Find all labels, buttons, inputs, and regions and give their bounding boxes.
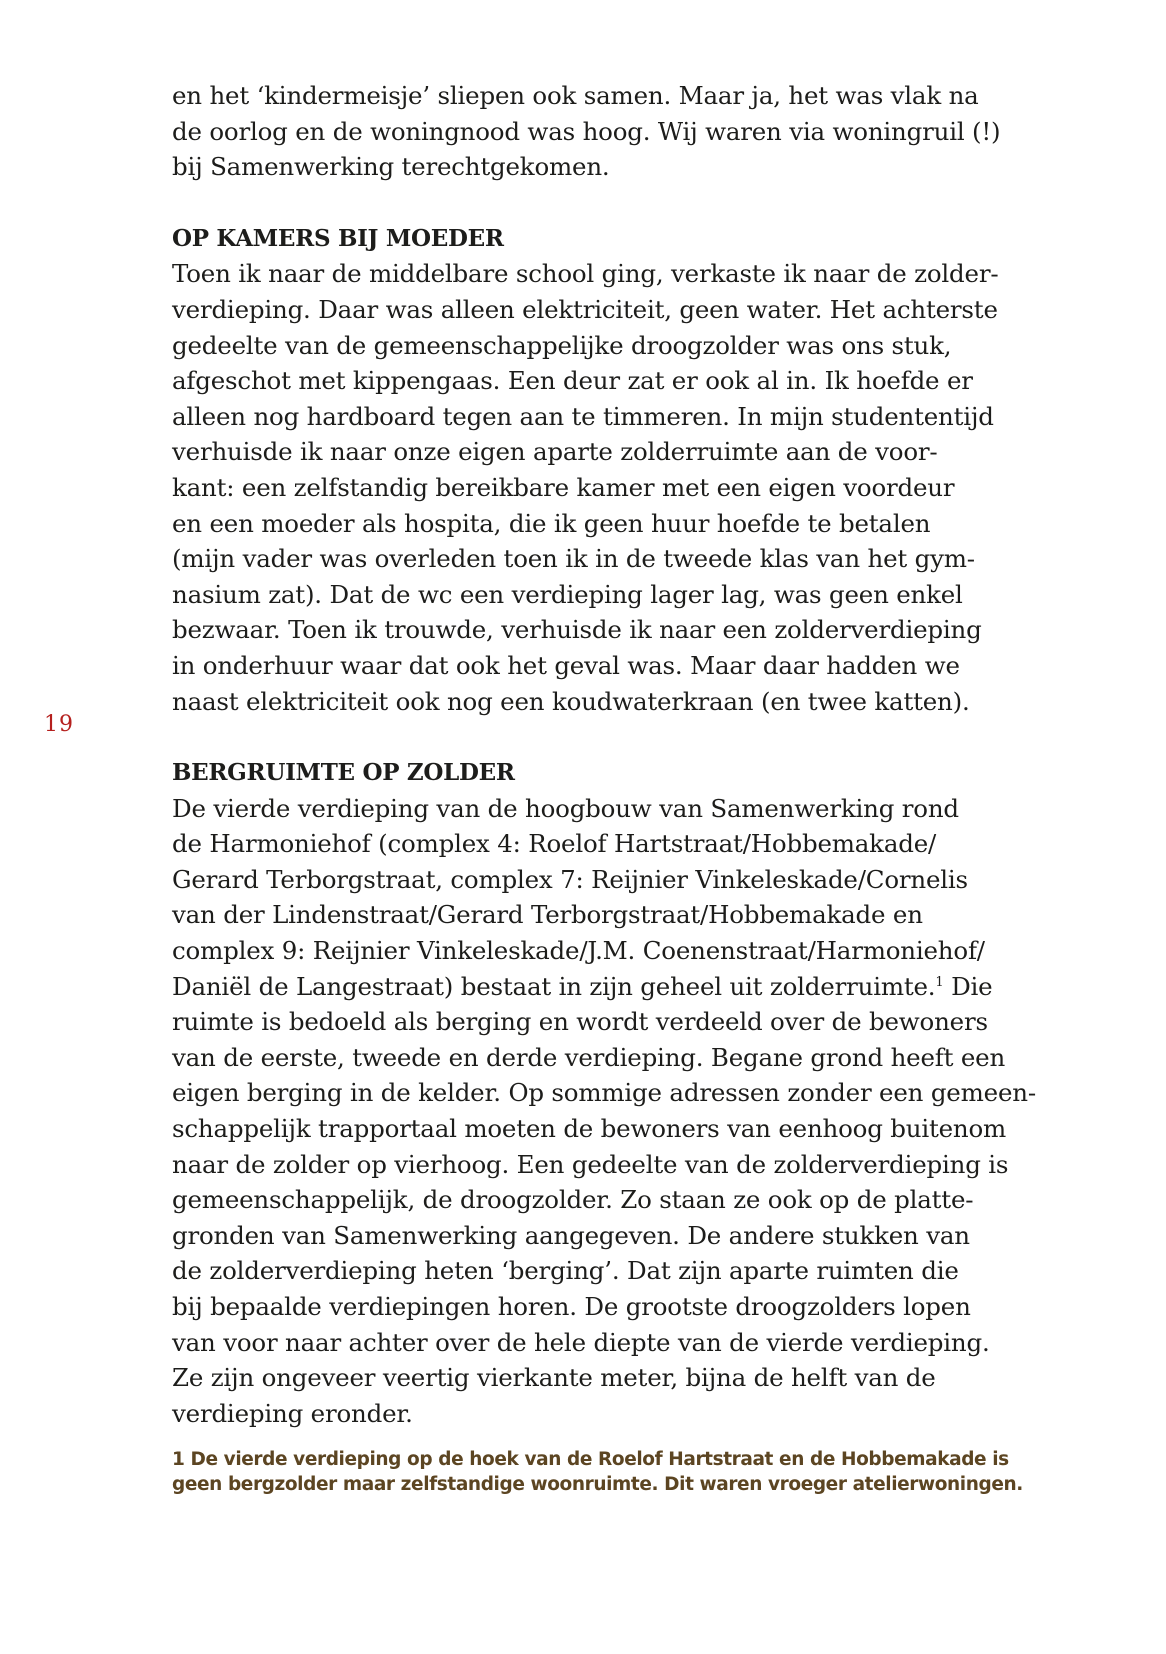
text-line: eigen berging in de kelder. Op sommige adressen zonder een gemeen- xyxy=(172,1078,1036,1108)
text-line: de Harmoniehof (complex 4: Roelof Hartstraat/Hobbemakade/ xyxy=(172,829,937,859)
text-line: gronden van Samenwerking aangegeven. De andere stukken van xyxy=(172,1220,970,1250)
page-number: 19 xyxy=(44,712,74,737)
text-line: naar de zolder op vierhoog. Een gedeelte van de zolderverdieping is xyxy=(172,1149,1009,1179)
text-line: verhuisde ik naar onze eigen aparte zolderruimte aan de voor- xyxy=(172,437,938,467)
text-segment: Daniël de Langestraat) bestaat in zijn geheel uit zolderruimte. xyxy=(172,971,936,1001)
text-line: verdieping. Daar was alleen elektriciteit, geen water. Het achterste xyxy=(172,294,998,324)
text-line: ruimte is bedoeld als berging en wordt verdeeld over de bewoners xyxy=(172,1007,988,1037)
section-heading: OP KAMERS BIJ MOEDER xyxy=(172,224,504,252)
text-line: alleen nog hardboard tegen aan te timmeren. In mijn studententijd xyxy=(172,401,994,431)
text-line: van voor naar achter over de hele diepte van de vierde verdieping. xyxy=(172,1327,990,1357)
text-line: gedeelte van de gemeenschappelijke droogzolder was ons stuk, xyxy=(172,330,952,360)
text-line: (mijn vader was overleden toen ik in de tweede klas van het gym- xyxy=(172,544,975,574)
text-line: De vierde verdieping van de hoogbouw van Samenwerking rond xyxy=(172,793,959,823)
text-line: bezwaar. Toen ik trouwde, verhuisde ik naar een zolderverdieping xyxy=(172,615,982,645)
paragraph-gap xyxy=(172,719,1002,755)
text-segment: Die xyxy=(943,971,993,1001)
text-line: kant: een zelfstandig bereikbare kamer met een eigen voordeur xyxy=(172,472,955,502)
text-line: nasium zat). Dat de wc een verdieping lager lag, was geen enkel xyxy=(172,579,963,609)
text-line: naast elektriciteit ook nog een koudwaterkraan (en twee katten). xyxy=(172,686,970,716)
text-line: van der Lindenstraat/Gerard Terborgstraat/Hobbemakade en xyxy=(172,900,923,930)
text-line: verdieping eronder. xyxy=(172,1398,413,1428)
footnote-line: geen bergzolder maar zelfstandige woonruimte. Dit waren vroeger atelierwoningen. xyxy=(172,1474,1023,1495)
text-line: complex 9: Reijnier Vinkeleskade/J.M. Coenenstraat/Harmoniehof/ xyxy=(172,936,985,966)
text-line: bij Samenwerking terechtgekomen. xyxy=(172,152,610,182)
text-line: bij bepaalde verdiepingen horen. De grootste droogzolders lopen xyxy=(172,1292,971,1321)
text-line: in onderhuur waar dat ook het geval was. Maar daar hadden we xyxy=(172,650,960,680)
paragraph-gap xyxy=(172,185,1002,221)
text-line: schappelijk trapportaal moeten de bewoners van eenhoog buitenom xyxy=(172,1114,1007,1144)
text-line: gemeenschappelijk, de droogzolder. Zo staan ze ook op de platte- xyxy=(172,1185,974,1215)
footnote-line: 1 De vierde verdieping op de hoek van de Roelof Hartstraat en de Hobbemakade is xyxy=(172,1449,1009,1470)
text-line: Ze zijn ongeveer veertig vierkante meter, bijna de helft van de xyxy=(172,1363,936,1393)
text-line: afgeschot met kippengaas. Een deur zat er ook al in. Ik hoefde er xyxy=(172,366,973,396)
text-line: van de eerste, tweede en derde verdieping. Begane grond heeft een xyxy=(172,1042,1006,1072)
footnote-marker[interactable]: 1 xyxy=(935,974,944,990)
text-line: Gerard Terborgstraat, complex 7: Reijnier Vinkeleskade/Cornelis xyxy=(172,864,968,894)
section-heading: BERGRUIMTE OP ZOLDER xyxy=(172,759,515,787)
text-line: de zolderverdieping heten ‘berging’. Dat zijn aparte ruimten die xyxy=(172,1256,959,1286)
text-line: de oorlog en de woningnood was hoog. Wij waren via woningruil (!) xyxy=(172,116,1001,146)
text-line: en een moeder als hospita, die ik geen huur hoefde te betalen xyxy=(172,508,931,538)
intro-paragraph xyxy=(172,78,1002,185)
section-bergruimte xyxy=(172,755,1036,1431)
body-text-column xyxy=(172,78,1036,1431)
text-line: Toen ik naar de middelbare school ging, verkaste ik naar de zolder- xyxy=(172,259,999,289)
section-op-kamers xyxy=(172,221,1002,719)
text-line: en het ‘kindermeisje’ sliepen ook samen. Maar ja, het was vlak na xyxy=(172,81,979,110)
text-line-with-footnote xyxy=(172,969,1002,1005)
footnote xyxy=(172,1447,1023,1497)
